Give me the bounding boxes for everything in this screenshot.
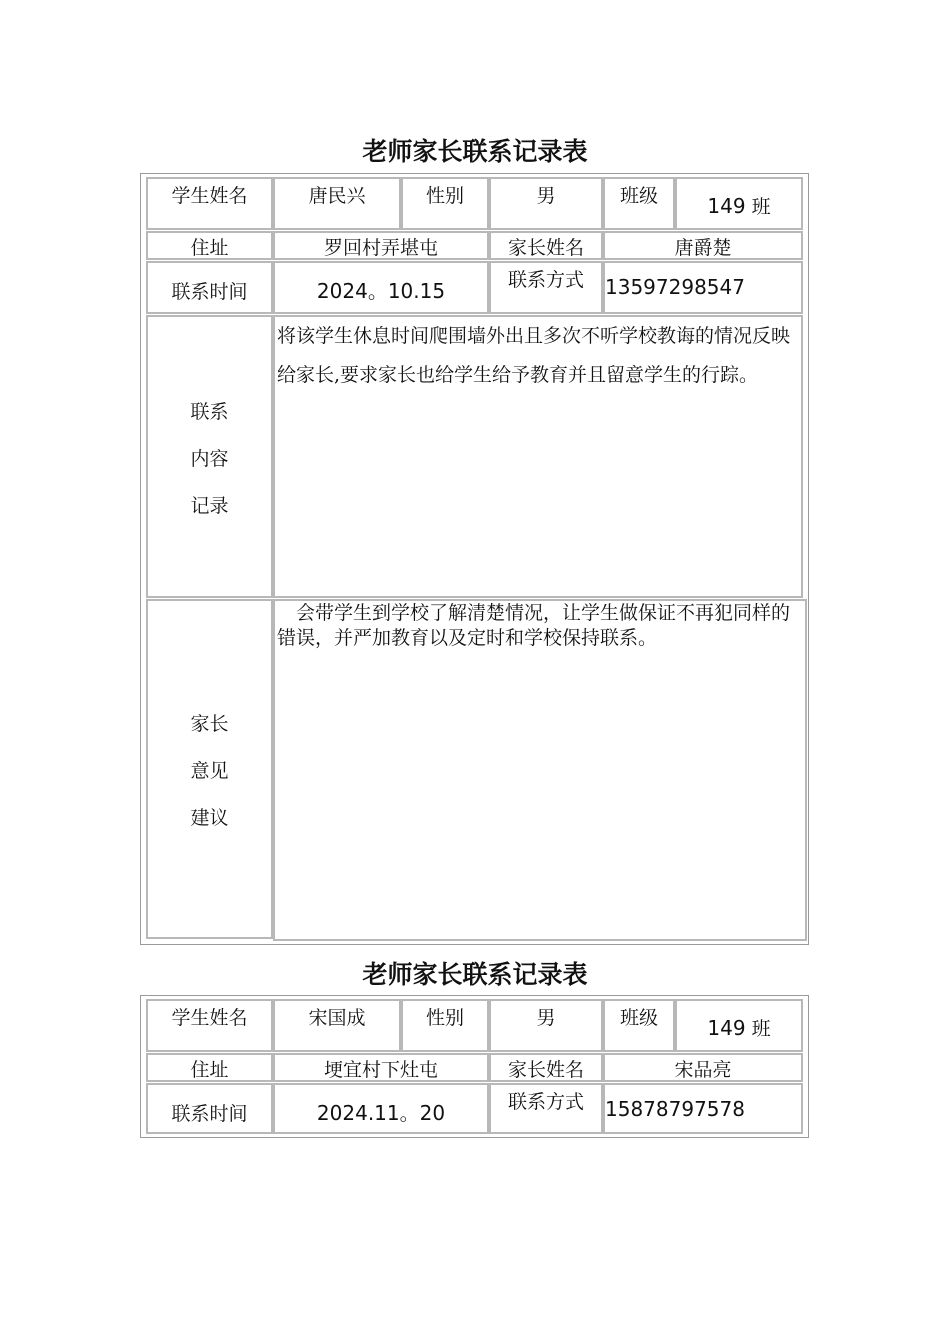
label-contact-time: 联系时间 <box>146 261 273 314</box>
label-address: 住址 <box>146 231 273 260</box>
label-opinion: 家长 意见 建议 <box>146 599 273 939</box>
address-value: 罗回村弄堪屯 <box>273 231 489 260</box>
page-title: 老师家长联系记录表 <box>362 137 588 166</box>
label-class: 班级 <box>603 999 675 1052</box>
label-address: 住址 <box>146 1053 273 1082</box>
class-value: 149 班 <box>675 177 803 230</box>
label-content: 联系 内容 记录 <box>146 315 273 598</box>
label-parent-name: 家长姓名 <box>489 1053 603 1082</box>
page-title: 老师家长联系记录表 <box>362 960 588 989</box>
label-class: 班级 <box>603 177 675 230</box>
label-parent-name: 家长姓名 <box>489 231 603 260</box>
parent-name-value: 唐爵楚 <box>603 231 803 260</box>
label-gender: 性别 <box>401 177 489 230</box>
phone-value: 15878797578 <box>603 1083 803 1134</box>
parent-name-value: 宋品亮 <box>603 1053 803 1082</box>
class-value: 149 班 <box>675 999 803 1052</box>
gender-value: 男 <box>489 999 603 1052</box>
opinion-text: 会带学生到学校了解清楚情况，让学生做保证不再犯同样的错误，并严加教育以及定时和学校保持联系。 <box>273 599 807 941</box>
student-name-value: 宋国成 <box>273 999 401 1052</box>
student-name-value: 唐民兴 <box>273 177 401 230</box>
label-student-name: 学生姓名 <box>146 177 273 230</box>
address-value: 埂宜村下灶屯 <box>273 1053 489 1082</box>
contact-time-value: 2024。10.15 <box>273 261 489 314</box>
label-contact-method: 联系方式 <box>489 1083 603 1134</box>
label-contact-time: 联系时间 <box>146 1083 273 1134</box>
label-student-name: 学生姓名 <box>146 999 273 1052</box>
label-contact-method: 联系方式 <box>489 261 603 314</box>
contact-time-value: 2024.11。20 <box>273 1083 489 1134</box>
gender-value: 男 <box>489 177 603 230</box>
content-text: 将该学生休息时间爬围墙外出且多次不听学校教诲的情况反映给家长,要求家长也给学生给予教育并且留意学生的行踪。 <box>273 315 803 598</box>
phone-value: 13597298547 <box>603 261 803 314</box>
label-gender: 性别 <box>401 999 489 1052</box>
